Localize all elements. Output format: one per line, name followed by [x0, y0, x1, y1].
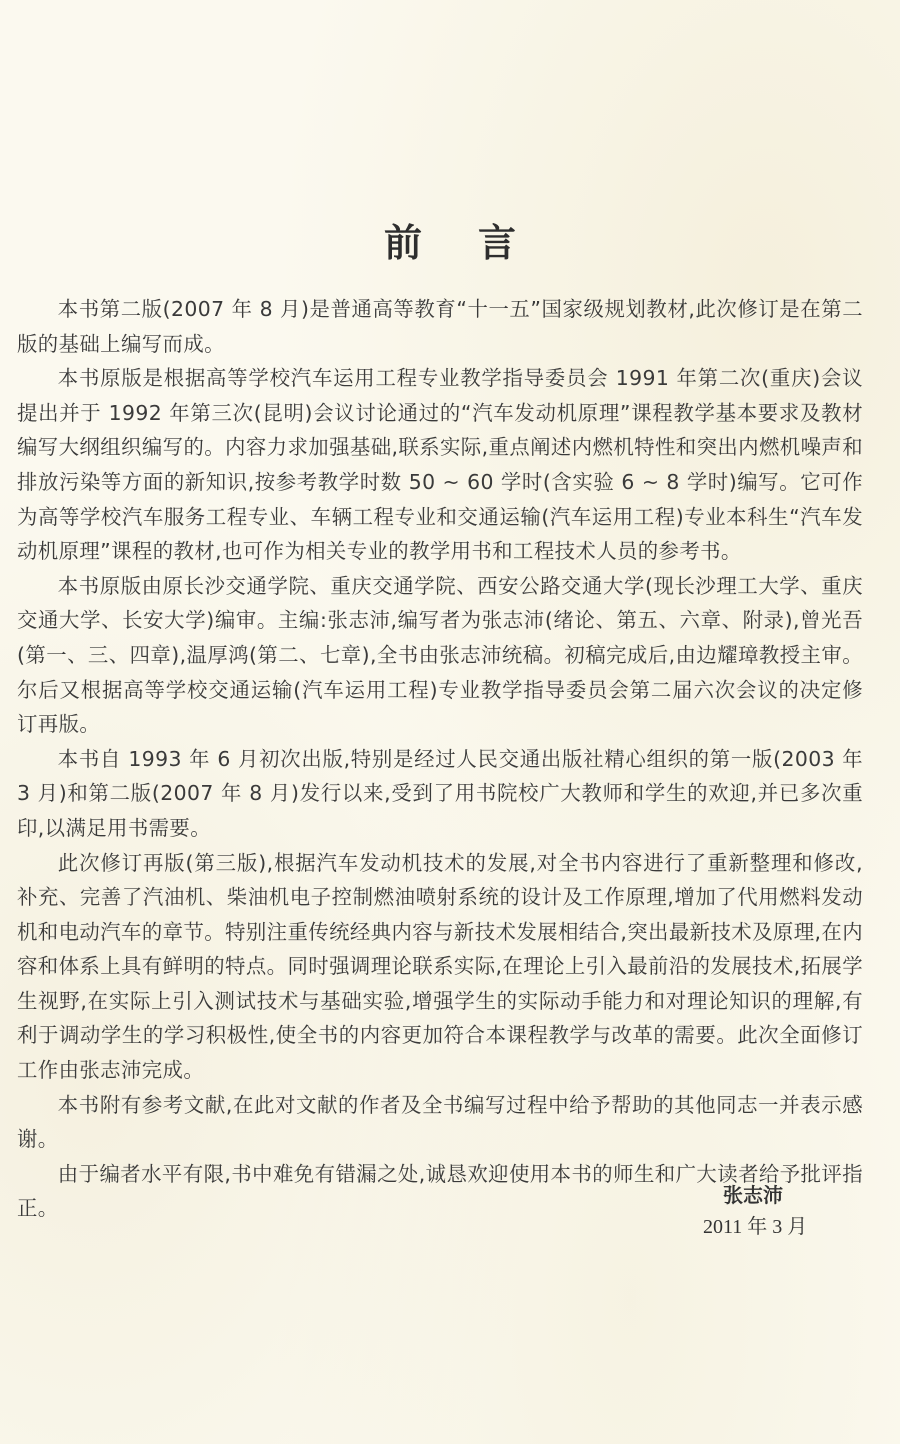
paragraph-acknowledgements: 本书附有参考文献,在此对文献的作者及全书编写过程中给予帮助的其他同志一并表示感谢。: [17, 1092, 863, 1152]
paragraph-revision: 此次修订再版(第三版),根据汽车发动机技术的发展,对全书内容进行了重新整理和修改,补充、完善了汽油机、柴油机电子控制燃油喷射系统的设计及工作原理,增加了代用燃料发动机和电动汽车的章节。特别注重传统经典内容与新技术发展相结合,突出最新技术及原理,在内容和体系上具有鲜明的特点。同时强调理论联系实际,在理论上引入最前沿的发展技术,拓展学生视野,在实际上引入测试技术与基础实验,增强学生的实际动手能力和对理论知识的理解,有利于调动学生的学习积极性,使全书的内容更加符合本课程教学与改革的需要。此次全面修订工作由张志沛完成。: [17, 850, 863, 1083]
signature-author: 张志沛: [723, 1183, 783, 1207]
paragraph-original-edition: 本书原版是根据高等学校汽车运用工程专业教学指导委员会 1991 年第二次(重庆)会议提出并于 1992 年第三次(昆明)会议讨论通过的“汽车发动机原理”课程教学基本要求及教材编写大纲组织编写的。内容力求加强基础,联系实际,重点阐述内燃机特性和突出内燃机噪声和排放污染等方面的新知识,按参考教学时数 50 ~ 60 学时(含实验 6 ~ 8 学时)编写。它可作为高等学校汽车服务工程专业、车辆工程专业和交通运输(汽车运用工程)专业本科生“汽车发动机原理”课程的教材,也可作为相关专业的教学用书和工程技术人员的参考书。: [17, 366, 863, 564]
paragraph-authors: 本书原版由原长沙交通学院、重庆交通学院、西安公路交通大学(现长沙理工大学、重庆交通大学、长安大学)编审。主编:张志沛,编写者为张志沛(绪论、第五、六章、附录),曾光吾(第一、三、四章),温厚鸿(第二、七章),全书由张志沛统稿。初稿完成后,由边耀璋教授主审。尔后又根据高等学校交通运输(汽车运用工程)专业教学指导委员会第二届六次会议的决定修订再版。: [17, 573, 863, 737]
page-title: 前言: [383, 221, 572, 265]
paragraph-errata-request: 由于编者水平有限,书中难免有错漏之处,诚恳欢迎使用本书的师生和广大读者给予批评指正。: [17, 1161, 863, 1221]
paragraph-publication-history: 本书自 1993 年 6 月初次出版,特别是经过人民交通出版社精心组织的第一版(2003 年 3 月)和第二版(2007 年 8 月)发行以来,受到了用书院校广大教师和学生的欢迎,并已多次重印,以满足用书需要。: [17, 746, 863, 840]
signature-date: 2011 年 3 月: [703, 1216, 808, 1238]
preface-body: [17, 292, 863, 1226]
paragraph-edition-note: 本书第二版(2007 年 8 月)是普通高等教育“十一五”国家级规划教材,此次修订是在第二版的基础上编写而成。: [17, 297, 863, 356]
